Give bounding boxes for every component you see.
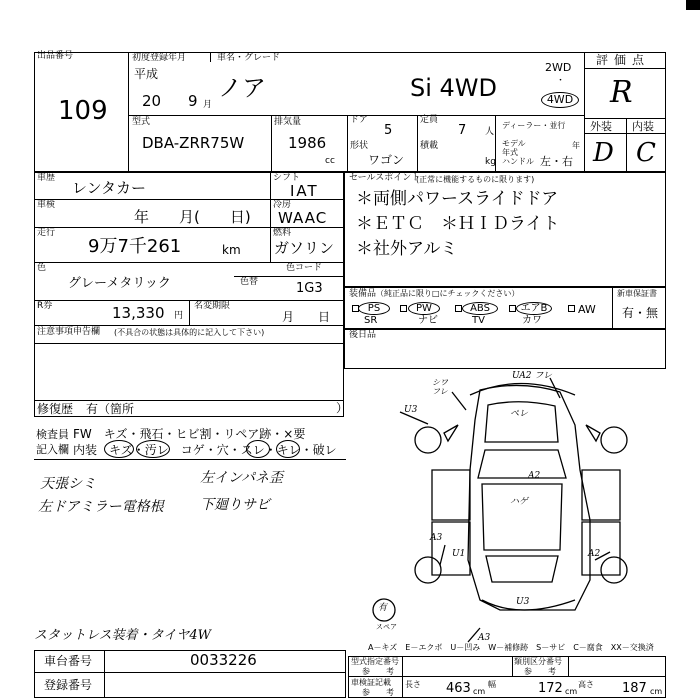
recycle-label: R券 xyxy=(37,301,53,311)
chassis-value: 0033226 xyxy=(190,651,257,669)
handle-label: ハンドル xyxy=(502,157,534,166)
era: 平成 xyxy=(134,67,159,81)
mark-a3: A3 xyxy=(430,533,443,543)
mark-a3-rear: A3 xyxy=(478,633,491,643)
equip-leather: カワ xyxy=(522,315,542,326)
warranty-label: 新車保証書 xyxy=(617,289,657,298)
mileage-value: 9万7千261 xyxy=(88,236,182,257)
sales-line-3: ＊社外アルミ xyxy=(356,239,458,259)
sales-label: セールスポイント xyxy=(349,173,421,183)
right-front-door xyxy=(582,470,620,520)
equip-navi: ナビ xyxy=(418,315,438,326)
height-value: 187 xyxy=(622,681,647,696)
mark-a2-right: A2 xyxy=(528,471,541,481)
size-label: 車検証記載 xyxy=(351,678,391,687)
mark-u3-rear: U3 xyxy=(516,597,530,607)
length-unit: cm xyxy=(473,687,486,696)
notes-label: 注意事項申告欄 xyxy=(37,327,101,337)
type-label: 型式 xyxy=(132,117,151,127)
ext-label: 外装 xyxy=(590,120,612,133)
handle-value: 左・右 xyxy=(540,155,573,168)
length-label: 長さ xyxy=(405,680,421,689)
reg-year: 20 xyxy=(142,92,162,110)
car-grade: Si 4WD xyxy=(410,74,498,102)
color-value: グレーメタリック xyxy=(68,276,171,291)
capacity-label: 定員 xyxy=(420,115,439,125)
inspector-label-1: 検査員 xyxy=(36,428,69,441)
inspector-row-2: 内装 キズ・汚レ コゲ・穴・スレ・キレ・破レ xyxy=(73,443,337,457)
lot-label: 出品番号 xyxy=(37,51,74,61)
mark-hage: ハゲ xyxy=(510,497,529,507)
ref-2: 参 考 xyxy=(524,667,556,676)
wheel-front-right xyxy=(601,427,627,453)
doors-value: 5 xyxy=(384,123,393,138)
height-unit: cm xyxy=(650,687,663,696)
handwritten-1b: 左インパネ歪 xyxy=(200,470,284,486)
mark-ua2: UA2 フレ xyxy=(512,371,553,381)
equip-pw: PW xyxy=(408,302,440,315)
recycle-unit: 円 xyxy=(174,311,184,321)
car-model: ノア xyxy=(218,74,266,102)
mileage-unit: km xyxy=(222,243,241,257)
equip-ps: PS xyxy=(358,302,390,315)
name-change-label: 名変期限 xyxy=(194,301,231,311)
equip-aw: AW xyxy=(578,303,596,316)
equipment-label: 装備品 xyxy=(349,289,377,299)
reg-month: 9 xyxy=(188,92,198,110)
registration-label: 登録番号 xyxy=(44,678,93,692)
warranty-value: 有・無 xyxy=(622,306,659,320)
first-reg-label: 初度登録年月 xyxy=(132,53,187,63)
handwritten-bottom: スタットレス装着・タイヤ4W xyxy=(34,628,211,643)
wheel-rear-right xyxy=(601,557,627,583)
displacement-unit: cc xyxy=(325,156,335,166)
rear-label: 後日品 xyxy=(349,330,377,340)
shift-label: シフト xyxy=(273,173,301,183)
mark-u1: U1 xyxy=(452,549,466,559)
equip-airbag: エアB xyxy=(516,302,552,315)
year-unit: 年 xyxy=(572,141,580,150)
length-value: 463 xyxy=(446,681,471,696)
sales-line-1: ＊両側パワースライドドア xyxy=(356,189,559,209)
hood xyxy=(485,402,558,442)
score-value: R xyxy=(610,75,633,110)
rear-window xyxy=(486,556,558,582)
color-change-label: 色替 xyxy=(240,277,259,287)
mark-a2-rear: A2 xyxy=(588,549,601,559)
equip-tv: TV xyxy=(472,315,485,326)
width-value: 172 xyxy=(538,681,563,696)
drive-4wd-circled: 4WD xyxy=(541,92,579,108)
ref-1: 参 考 xyxy=(362,667,394,676)
load-unit: kg xyxy=(485,157,496,167)
name-label: 車名・グレード xyxy=(217,53,281,63)
repair-close: ） xyxy=(336,401,349,415)
ac-label: 冷房 xyxy=(273,200,292,210)
equip-abs: ABS xyxy=(462,302,498,315)
wheel-front-left xyxy=(415,427,441,453)
legend-text: A－キズ E－エクボ U－凹み W－補修跡 S－サビ C－腐食 XX－交換済 xyxy=(368,643,654,652)
spare-label: スペア xyxy=(376,623,397,631)
repair-label: 修復歴 xyxy=(37,402,74,416)
shape-value: ワゴン xyxy=(368,153,405,167)
score-label: 評価点 xyxy=(596,53,651,67)
doors-label: ドア xyxy=(350,115,368,125)
handwritten-2b: 下廻りサビ xyxy=(200,497,270,513)
color-code-label: 色コード xyxy=(286,263,323,273)
notes-small: (不具合の状態は具体的に記入して下さい) xyxy=(114,328,265,337)
chassis-label: 車台番号 xyxy=(44,654,93,668)
equip-sr: SR xyxy=(364,315,378,326)
lot-number: 109 xyxy=(58,96,108,126)
type-value: DBA-ZRR75W xyxy=(142,134,245,152)
fuel-label: 燃料 xyxy=(273,228,292,238)
recycle-value: 13,330 xyxy=(112,304,165,322)
handwritten-2a: 左ドアミラー電格根 xyxy=(38,499,164,515)
mileage-label: 走行 xyxy=(37,228,56,238)
mark-pelle: ペレ xyxy=(510,409,529,419)
left-front-door xyxy=(432,470,470,520)
reg-month-unit: 月 xyxy=(203,100,213,110)
width-label: 幅 xyxy=(488,680,496,689)
equipment-note: （純正品に限り□にチェックください） xyxy=(376,289,520,298)
displacement-label: 排気量 xyxy=(274,117,302,127)
ac-value: WAAC xyxy=(278,209,328,227)
color-code: 1G3 xyxy=(296,281,323,296)
displacement-value: 1986 xyxy=(288,134,327,152)
load-label: 積載 xyxy=(420,141,439,151)
int-label: 内装 xyxy=(632,120,654,133)
roof xyxy=(482,484,562,550)
color-label: 色 xyxy=(37,263,47,273)
ext-value: D xyxy=(593,138,614,168)
inspector-label-2: 記入欄 xyxy=(36,443,69,456)
int-value: C xyxy=(636,138,656,168)
drive-dot: ・ xyxy=(556,76,566,86)
repair-value: 有（箇所 xyxy=(86,402,135,416)
mark-u3: U3 xyxy=(404,405,418,415)
shift-value: IAT xyxy=(290,182,319,200)
height-label: 高さ xyxy=(578,680,594,689)
name-change-value: 月 日 xyxy=(282,310,331,324)
capacity-unit: 人 xyxy=(485,127,495,137)
dealer-label: ディーラー・並行 xyxy=(502,121,566,130)
model-year-label: モデル 年式 xyxy=(502,139,526,157)
inspector-row-1: FW キズ・飛石・ヒビ割・リペア跡・×要 xyxy=(73,427,306,441)
width-unit: cm xyxy=(565,687,578,696)
size-ref: 参 考 xyxy=(362,688,394,697)
inspection-label: 車検 xyxy=(37,200,56,210)
fuel-value: ガソリン xyxy=(274,239,335,257)
drive-2wd: 2WD xyxy=(545,61,572,74)
wheel-rear-left xyxy=(415,557,441,583)
sales-note: (正常に機能するものに限ります) xyxy=(416,175,535,184)
shape-label: 形状 xyxy=(350,141,369,151)
mark-side: シワ フレ xyxy=(432,378,448,396)
history-label: 車歴 xyxy=(37,173,56,183)
type-no-label: 型式指定番号 xyxy=(351,657,399,666)
class-label: 類別区分番号 xyxy=(514,657,562,666)
capacity-value: 7 xyxy=(458,123,467,138)
history-value: レンタカー xyxy=(72,179,147,197)
windshield xyxy=(478,450,566,478)
handwritten-1a: 天張シミ xyxy=(40,476,96,492)
sales-line-2: ＊ＥＴＣ ＊ＨＩＤライト xyxy=(356,214,560,234)
inspection-value: 年 月( 日) xyxy=(134,208,251,226)
mark-spare: 有 xyxy=(378,603,388,613)
